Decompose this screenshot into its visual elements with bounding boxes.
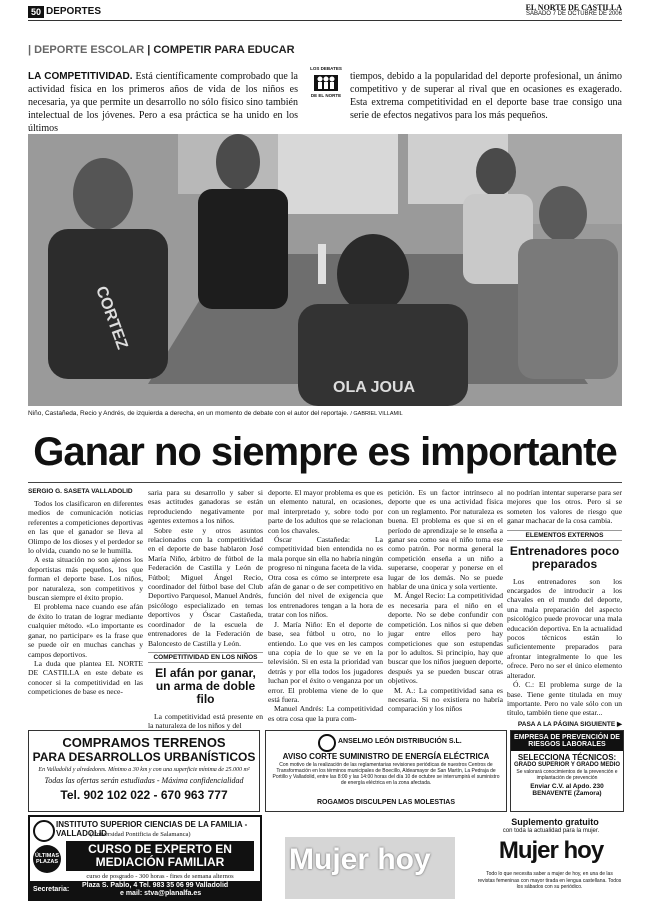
byline: SERGIO G. SASETA VALLADOLID (28, 488, 133, 495)
ad-empresa-req: Se valorará conocimientos de la prevención e implantación de prevención (516, 769, 618, 781)
kicker-title: COMPETIR PARA EDUCAR (153, 44, 295, 56)
ad-terrenos-subtitle: PARA DESARROLLOS URBANÍSTICOS (32, 750, 256, 764)
ad-instituto-footer (30, 881, 260, 899)
course-line-1: CURSO DE EXPERTO EN (88, 842, 232, 856)
paragraph: deporte. El mayor problema es que es un elemento natural, en ocasiones, mal interpretado y, sobre todo por parte de los adultos que se relacionan con los chavales. (268, 488, 383, 535)
ad-empresa (510, 730, 624, 812)
paragraph: Óscar Castañeda: La competitividad bien entendida no es mala porque sin ella no habría ningún progreso ni ninguna faceta de la vida. Otra cosa es cómo se interprete esa afán de ganar o de ser competitivo en función del nivel de exigencia que los entrenadores tengan a la hora de tratar con los niños. (268, 535, 383, 620)
secretaria-label: Secretaria: (33, 886, 70, 893)
paragraph: M. Ángel Recio: La competitividad es necesaria para el niño en el deporte. No se debe confundir con competición. Los niños si que deben jugar entre ellos pero hay competiciones que son estupendas por lo adultos. Si principio, hay que buscar que los niños jueguen deporte, después ya se pueden buscar otras objetivos. (388, 591, 503, 686)
debates-logo (306, 66, 346, 100)
ad-anselmo-apology: ROGAMOS DISCULPEN LAS MOLESTIAS (316, 799, 456, 806)
subhead: Entrenadores poco preparados (509, 543, 620, 571)
supplement-label: Suplemento gratuito (511, 817, 599, 827)
article-column-1 (28, 488, 143, 697)
ad-terrenos-offer: Todas las ofertas serán estudiadas - Máxima confidencialidad (44, 776, 244, 785)
logo-bottom-text: DE EL NORTE (310, 93, 342, 98)
ad-instituto (28, 815, 262, 901)
article-column-2 (148, 488, 263, 731)
institute-seal-icon (33, 820, 55, 842)
address: Plaza S. Pablo, 4 Tel. 983 35 06 99 Valladolid (82, 882, 229, 889)
paragraph: Manuel Andrés: La competitividad es otra cosa que la pura com- (268, 704, 383, 723)
paragraph: Los entrenadores son los encargados de introducir a los chavales en el mundo del deporte, una mala preparación del aspecto psicológico puede provocar una mala educación deportiva. En la actualidad pocos técnicos están lo suficientemente preparados para afrontar integralmente lo que les ofrece. Pero no ser el único elemento alterador. (507, 576, 622, 680)
paragraph: Sobre este y otros asuntos relacionados con la competitividad en el deporte de base hablaron José María Niño, árbitro de fútbol de la Federación de Castilla y León de Fútbol; Miguel Ángel Recio, coordinador del fútbol base del Club Deportivo Parquesol, Manuel Andrés, psicólogo especializado en temas deportivos y Óscar Castañeda, coordinador de la escuela de entrenadores de la Federación de Baloncesto de Castilla y León. (148, 525, 263, 648)
newspaper-name: EL NORTE DE CASTILLA (525, 3, 622, 12)
kicker: | DEPORTE ESCOLAR | COMPETIR PARA EDUCAR (28, 44, 295, 56)
jacket-text: CORTEZ (92, 284, 131, 352)
paragraph: Ó. C.: El problema surge de la base. Tiene gente titulada en muy importante. Pero no vale sólo con un título, también tiene que estar... (507, 680, 622, 718)
article-column-3 (268, 488, 383, 723)
logo-top-text: LOS DEBATES (310, 66, 342, 71)
paragraph: La duda que plantea EL NORTE DE CASTILLA en este debate es conocer si la competitividad en las competiciones de base es nece- (28, 658, 143, 697)
ad-instituto-title: INSTITUTO SUPERIOR CIENCIAS DE LA FAMILIA - VALLADOLID (56, 820, 248, 838)
article-column-4 (388, 488, 503, 714)
company-logo-icon (318, 734, 336, 752)
intro-left (28, 70, 298, 135)
ad-terrenos-title: COMPRAMOS TERRENOS (62, 735, 226, 750)
ad-empresa-selecciona: SELECCIONA TÉCNICOS: (517, 753, 617, 762)
article-column-5 (507, 488, 622, 729)
ad-empresa-title: EMPRESA DE PREVENCIÓN DE RIESGOS LABORALES (511, 731, 623, 751)
continue-link[interactable]: PASA A LA PÁGINA SIGUIENTE ▶ (517, 720, 622, 728)
paragraph: Todos los clasificaron en diferentes medios de comunicación noticias referentes a competiciones deportivas en las que el ganador se lleva al Olimpo de los dioses y el perdedor se lo olvida, cuando no se le humilla. (28, 499, 143, 556)
shirt-text: OLA JOUA (333, 379, 416, 396)
ad-empresa-send: Enviar C.V. al Apdo. 230 (530, 783, 604, 790)
ad-anselmo (265, 730, 507, 812)
divider (28, 482, 622, 483)
course-line-2: MEDIACIÓN FAMILIAR (95, 855, 225, 869)
paragraph: M. A.: La competitividad sana es necesaria. Si no existiera no habría comparación y los niños (388, 685, 503, 714)
cover-brand: Mujer hoy (289, 843, 431, 876)
box-label: ELEMENTOS EXTERNOS (507, 530, 622, 541)
page-number: 50 (28, 6, 44, 18)
paragraph: J. María Niño: En el deporte de base, sea fútbol u otro, no lo entiendo. Lo que ves en les campos una copia de lo que se ve en la televisión. Si en esta la prioridad van detrás y por ella todos los jugadores luchan por el éxito o venganza por un error. El problema viene de lo que está fuera. (268, 619, 383, 704)
paragraph: saria para su desarrollo y saber si esas actitudes ganadoras se están reproduciendo negativamente por agentes externos a los niños. (148, 488, 263, 526)
paragraph: no podrían intentar superarse para ser mejores que los otros. Pero si se someten los valores de riesgo que ganar machacar de la cosa cambia. (507, 488, 622, 526)
paragraph: La competitividad está presente en la naturaleza de los niños y del (148, 711, 263, 731)
subhead: El afán por ganar, un arma de doble filo (155, 665, 256, 706)
ad-instituto-subtitle: (Universidad Pontificia de Salamanca) (90, 831, 191, 838)
photo-credit: / GABRIEL VILLAMIL (350, 411, 403, 417)
ad-instituto-hours: curso de posgrado - 300 horas - fines de semana alternos (86, 873, 234, 880)
paragraph: petición. Es un factor intrínseco al deporte que es una actividad física con un reglamento. Por naturaleza es buena. El problema es que si en el período de aprendizaje se le enseña a ganar sea como sea el niño toma ese como patrón. Por norma general la competición enseña a un niño a superarse, cooperar y ponerse en el lugar de los demás. No se puede hablar de una única y sola vertiente. (388, 488, 503, 592)
ad-anselmo-company: ANSELMO LEÓN DISTRIBUCIÓN S.L. (338, 738, 462, 745)
photo-caption (28, 410, 622, 417)
section-name: DEPORTES (46, 6, 102, 17)
ad-terrenos-phone: Tel. 902 102 022 - 670 963 777 (60, 788, 228, 802)
ad-anselmo-body: Con motivo de la realización de las reglamentarias revisiones periódicas de nuestros Centros de Transformación en los términos municipales de Boecillo, Aldeamayor de San Martín, La Pedraja de Portillo y Valladolid, entre las 8:00 y las 14:00 horas del día 10 de octubre se interrumpirá el suministro de energía eléctrica en la zona afectada. (272, 762, 500, 786)
paragraph: A esta situación no son ajenos los deportistas más pequeños, los que forman el deporte base. Los niños, por naturaleza, son competitivos y buscan siempre el éxito propio. (28, 555, 143, 603)
supplement-desc: con toda la actualidad para la mujer. (502, 828, 600, 834)
box-label: COMPETITIVIDAD EN LOS NIÑOS (148, 652, 263, 663)
brand-logo: Mujer hoy (498, 837, 604, 864)
ad-empresa-grade: GRADO SUPERIOR Y GRADO MEDIO (513, 762, 621, 768)
kicker-tag: DEPORTE ESCOLAR (34, 44, 145, 56)
ad-instituto-badge: ÚLTIMAS PLAZAS (33, 845, 61, 873)
issue-date: SÁBADO 7 DE OCTUBRE DE 2006 (525, 11, 622, 17)
email: e mail: stva@planalfa.es (120, 890, 202, 897)
headline: Ganar no siempre es importante (33, 430, 617, 474)
page-header (28, 3, 622, 21)
magazine-cover (285, 837, 455, 899)
debate-photo (28, 134, 622, 406)
intro-text-1: Está científicamente comprobado que la actividad física en los primeros años de vida de los niños es necesaria, ya que permite un desarrollo no sólo físico sino también intelectual de los jóvenes. Pero a esa práctica se ha unido en los últimos (28, 71, 298, 134)
mujer-hoy-promo (265, 815, 622, 899)
ad-instituto-course (66, 841, 254, 871)
ad-terrenos (28, 730, 260, 812)
ad-empresa-city: BENAVENTE (Zamora) (532, 790, 602, 797)
supplement-note: Todo lo que necesita saber a mujer de hoy, en una de las revistas femeninas con mayor tirada en lengua castellana. Todos los sábados con su periódico. (477, 871, 622, 890)
intro-lead: LA COMPETITIVIDAD. (28, 71, 133, 82)
intro-right: tiempos, debido a la popularidad del deporte profesional, un ánimo competitivo y de superar al rival que en ocasiones es exagerado. Esta extrema competitividad en el deporte base trae consigo una serie de efectos negativos para los más pequeños. (350, 71, 622, 121)
caption-text: Niño, Castañeda, Recio y Andrés, de izquierda a derecha, en un momento de debate con el autor del reportaje. (28, 410, 349, 417)
paragraph: El problema nace cuando ese afán de éxito lo tratan de lograr mediante cualquier método. «Lo importante es ganar, no participar» es la frase que se puede oír en muchas canchas y campos deportivos. (28, 602, 143, 659)
ad-terrenos-detail: En Valladolid y alrededores. Mínimo a 30 km y con una superficie mínima de 25.000 m² (38, 767, 250, 773)
ad-anselmo-notice: AVISO CORTE SUMINISTRO DE ENERGÍA ELÉCTRICA (282, 752, 490, 761)
